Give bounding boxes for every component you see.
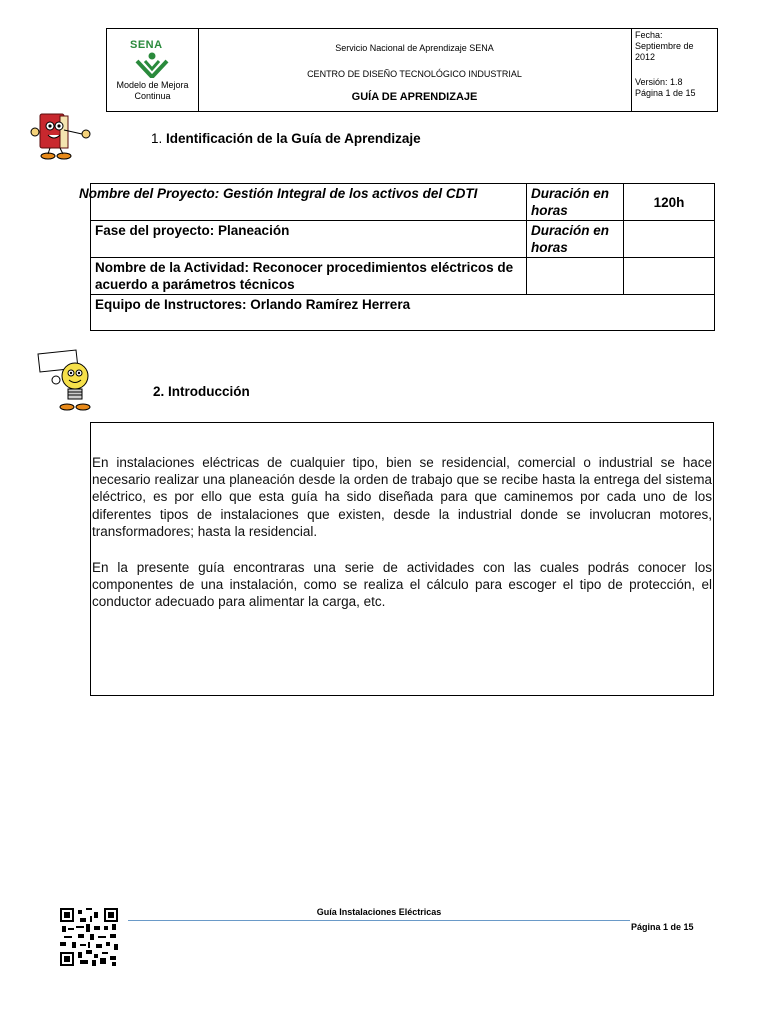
table-row — [91, 221, 715, 258]
logo-cell — [107, 29, 199, 111]
qr-code-icon — [60, 908, 118, 966]
logo-caption: Modelo de Mejora Continua — [116, 80, 189, 101]
intro-paragraph-2: En la presente guía encontraras una serie de actividades con las cuales podrás conocer los componentes de una instalación, como se realiza el cálculo para escoger el tipo de protección, el conductor adecuado para alimentar la carga, etc. — [92, 560, 712, 610]
duration-label-1: Duración en horas — [527, 184, 624, 221]
date-value-1: Septiembre de — [635, 41, 694, 51]
center-name: CENTRO DE DISEÑO TECNOLÓGICO INDUSTRIAL — [307, 69, 522, 79]
table-row — [91, 184, 715, 221]
book-mascot-icon — [30, 110, 96, 162]
instructors: Equipo de Instructores: Orlando Ramírez Herrera — [91, 295, 715, 331]
table-row — [91, 258, 715, 295]
footer-page: Página 1 de 15 — [631, 922, 694, 932]
project-name: Nombre del Proyecto: Gestión Integral de los activos del CDTI — [79, 186, 478, 201]
table-row — [91, 295, 715, 331]
date-value-2: 2012 — [635, 52, 656, 62]
sena-logo-text: SENA — [130, 39, 163, 51]
doc-title: GUÍA DE APRENDIZAJE — [351, 91, 478, 103]
footer-rule — [128, 920, 630, 921]
header-page: Página 1 de 15 — [635, 88, 696, 98]
section-1-title: 1. Identificación de la Guía de Aprendizaje — [151, 131, 421, 146]
org-name: Servicio Nacional de Aprendizaje SENA — [335, 43, 494, 53]
duration-value-1: 120h — [624, 184, 715, 221]
duration-value-2 — [624, 221, 715, 258]
date-label: Fecha: — [635, 30, 663, 40]
section-2-title: 2. Introducción — [153, 384, 250, 399]
version: Versión: 1.8 — [635, 77, 683, 87]
project-table — [79, 183, 715, 331]
introduction-box — [90, 422, 714, 696]
duration-label-2: Duración en horas — [527, 221, 624, 258]
activity-name: Nombre de la Actividad: Reconocer procedimientos eléctricos de acuerdo a parámetros técnicos — [91, 258, 527, 295]
sena-logo-icon — [135, 52, 169, 78]
document-header — [106, 28, 718, 112]
footer-title: Guía Instalaciones Eléctricas — [316, 907, 442, 917]
header-title-cell — [198, 29, 632, 111]
project-phase: Fase del proyecto: Planeación — [91, 221, 527, 258]
lightbulb-icon — [50, 360, 100, 412]
intro-paragraph-1: En instalaciones eléctricas de cualquier tipo, bien se residencial, comercial o industrial se hace necesario realizar una planeación desde la orden de trabajo que se recibe hasta la entrega del sistema eléctrico, es por ello que esta guía ha sido diseñada para que caminemos por cada uno de los diferentes tipos de instalaciones que existen, desde la industrial donde se involucran motores, transformadores; hasta la residencial. — [92, 455, 712, 539]
header-meta-cell — [631, 29, 717, 111]
